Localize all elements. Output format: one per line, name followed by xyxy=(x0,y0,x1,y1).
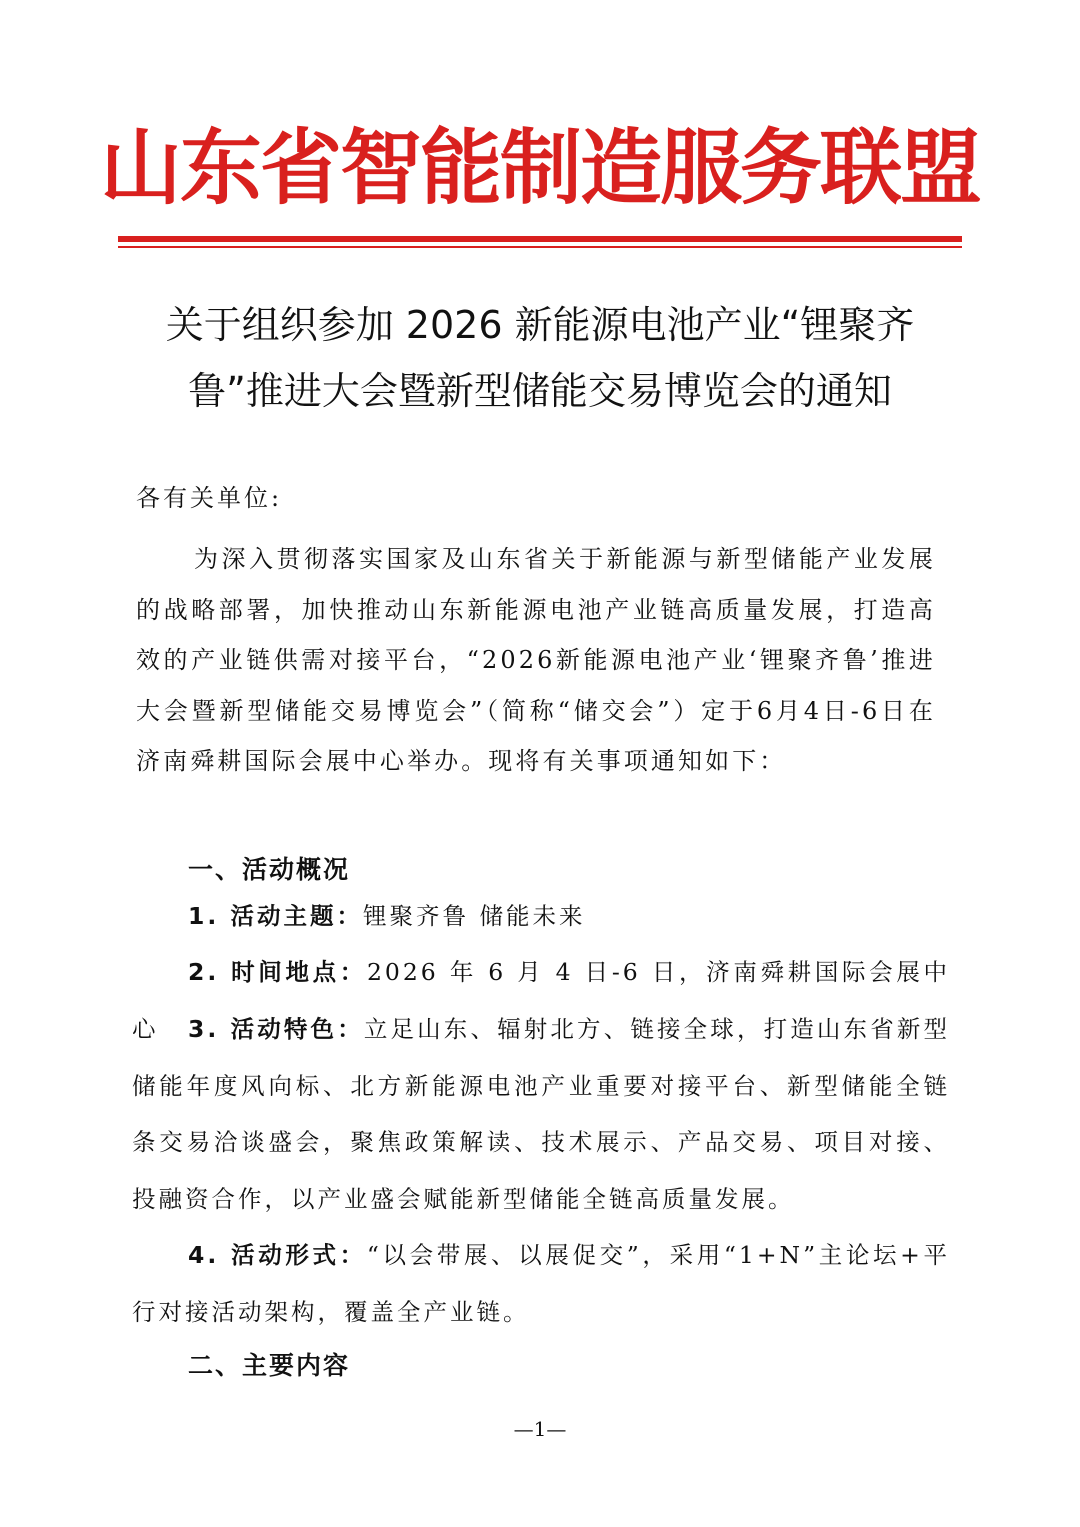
letterhead-red-rule-thin xyxy=(118,246,962,248)
document-title xyxy=(110,292,970,424)
item-text: 2026 年 6 月 4 日-6 日，济南舜耕国际会展中心 xyxy=(132,958,950,1043)
overview-item-theme xyxy=(132,888,950,945)
section-heading-overview: 一、活动概况 xyxy=(188,855,351,884)
letterhead-organization: 山东省智能制造服务联盟 xyxy=(99,120,980,216)
overview-item-format xyxy=(132,1227,950,1340)
item-label: 3. 活动特色： xyxy=(188,1015,364,1043)
overview-item-features xyxy=(132,1001,950,1227)
item-text: 立足山东、辐射北方、链接全球，打造山东省新型储能年度风向标、北方新能源电池产业重要对接平台、新型储能全链条交易洽谈盛会，聚焦政策解读、技术展示、产品交易、项目对接、投融资合作，以产业盛会赋能新型储能全链高质量发展。 xyxy=(132,1015,950,1213)
item-label: 2. 时间地点： xyxy=(188,958,367,986)
item-label: 1. 活动主题： xyxy=(188,902,363,930)
page-number: —1— xyxy=(513,1417,567,1441)
intro-paragraph: 为深入贯彻落实国家及山东省关于新能源与新型储能产业发展的战略部署，加快推动山东新能源电池产业链高质量发展，打造高效的产业链供需对接平台，“2026新能源电池产业‘锂聚齐鲁’推进大会暨新型储能交易博览会”（简称“储交会”）定于6月4日-6日在济南舜耕国际会展中心举办。现将有关事项通知如下： xyxy=(136,545,936,775)
letterhead-red-rule-thick xyxy=(118,236,962,242)
document-title-line-1: 关于组织参加 2026 新能源电池产业“锂聚齐 xyxy=(165,303,915,347)
item-text: 锂聚齐鲁 储能未来 xyxy=(362,902,586,930)
document-title-line-2: 鲁”推进大会暨新型储能交易博览会的通知 xyxy=(188,369,892,413)
item-text: “以会带展、以展促交”，采用“1+N”主论坛+平行对接活动架构，覆盖全产业链。 xyxy=(132,1241,950,1326)
section-heading-main-content: 二、主要内容 xyxy=(188,1351,351,1380)
salutation: 各有关单位: xyxy=(136,484,283,512)
item-label: 4. 活动形式： xyxy=(188,1241,367,1269)
